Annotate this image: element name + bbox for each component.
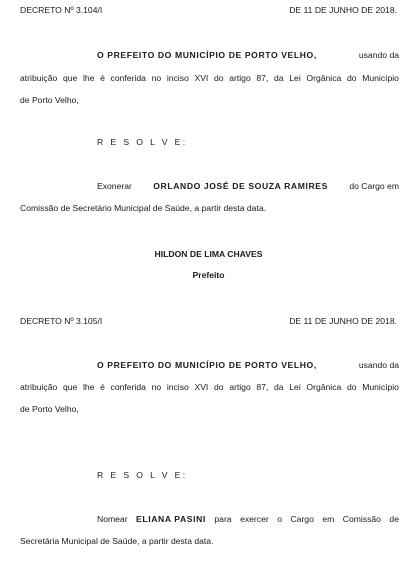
preamble-line-3: de Porto Velho, xyxy=(20,404,79,414)
preamble-title: O PREFEITO DO MUNICÍPIO DE PORTO VELHO, xyxy=(97,50,317,60)
resolve-heading: R E S O L V E: xyxy=(97,470,188,480)
preamble-line-2: atribuição que lhe é conferida no inciso XVI do artigo 87, da Lei Orgânica do Município xyxy=(20,382,399,392)
resolve-heading: R E S O L V E: xyxy=(97,137,188,147)
body-line-1: Exonerar ORLANDO JOSÉ DE SOUZA RAMIRES do Cargo em xyxy=(97,181,399,191)
decree-date: DE 11 DE JUNHO DE 2018. xyxy=(289,5,397,15)
preamble-line-1 xyxy=(97,50,399,60)
decree-number: DECRETO Nº 3.104/I xyxy=(20,5,103,15)
decree-number: DECRETO Nº 3.105/I xyxy=(20,316,103,326)
preamble-line-2: atribuição que lhe é conferida no inciso XVI do artigo 87, da Lei Orgânica do Município xyxy=(20,73,399,83)
signatory-name: HILDON DE LIMA CHAVES xyxy=(154,249,263,259)
decree-date: DE 11 DE JUNHO DE 2018. xyxy=(289,316,397,326)
appointee-name: ELIANA PASINI xyxy=(136,514,206,524)
preamble-line-3: de Porto Velho, xyxy=(20,95,79,105)
body-line-1: Nomear ELIANA PASINI para exercer o Cargo em Comissão de xyxy=(97,514,399,524)
preamble-title: O PREFEITO DO MUNICÍPIO DE PORTO VELHO, xyxy=(97,360,317,370)
appointee-name: ORLANDO JOSÉ DE SOUZA RAMIRES xyxy=(153,181,328,191)
preamble-line-1-end: usando da xyxy=(358,360,399,370)
body-line-2: Comissão de Secretário Municipal de Saúde, a partir desta data. xyxy=(20,203,267,213)
preamble-line-1 xyxy=(97,360,399,370)
signatory-title: Prefeito xyxy=(192,270,225,280)
preamble-line-1-end: usando da xyxy=(358,50,399,60)
body-line-2: Secretária Municipal de Saúde, a partir desta data. xyxy=(20,536,214,546)
